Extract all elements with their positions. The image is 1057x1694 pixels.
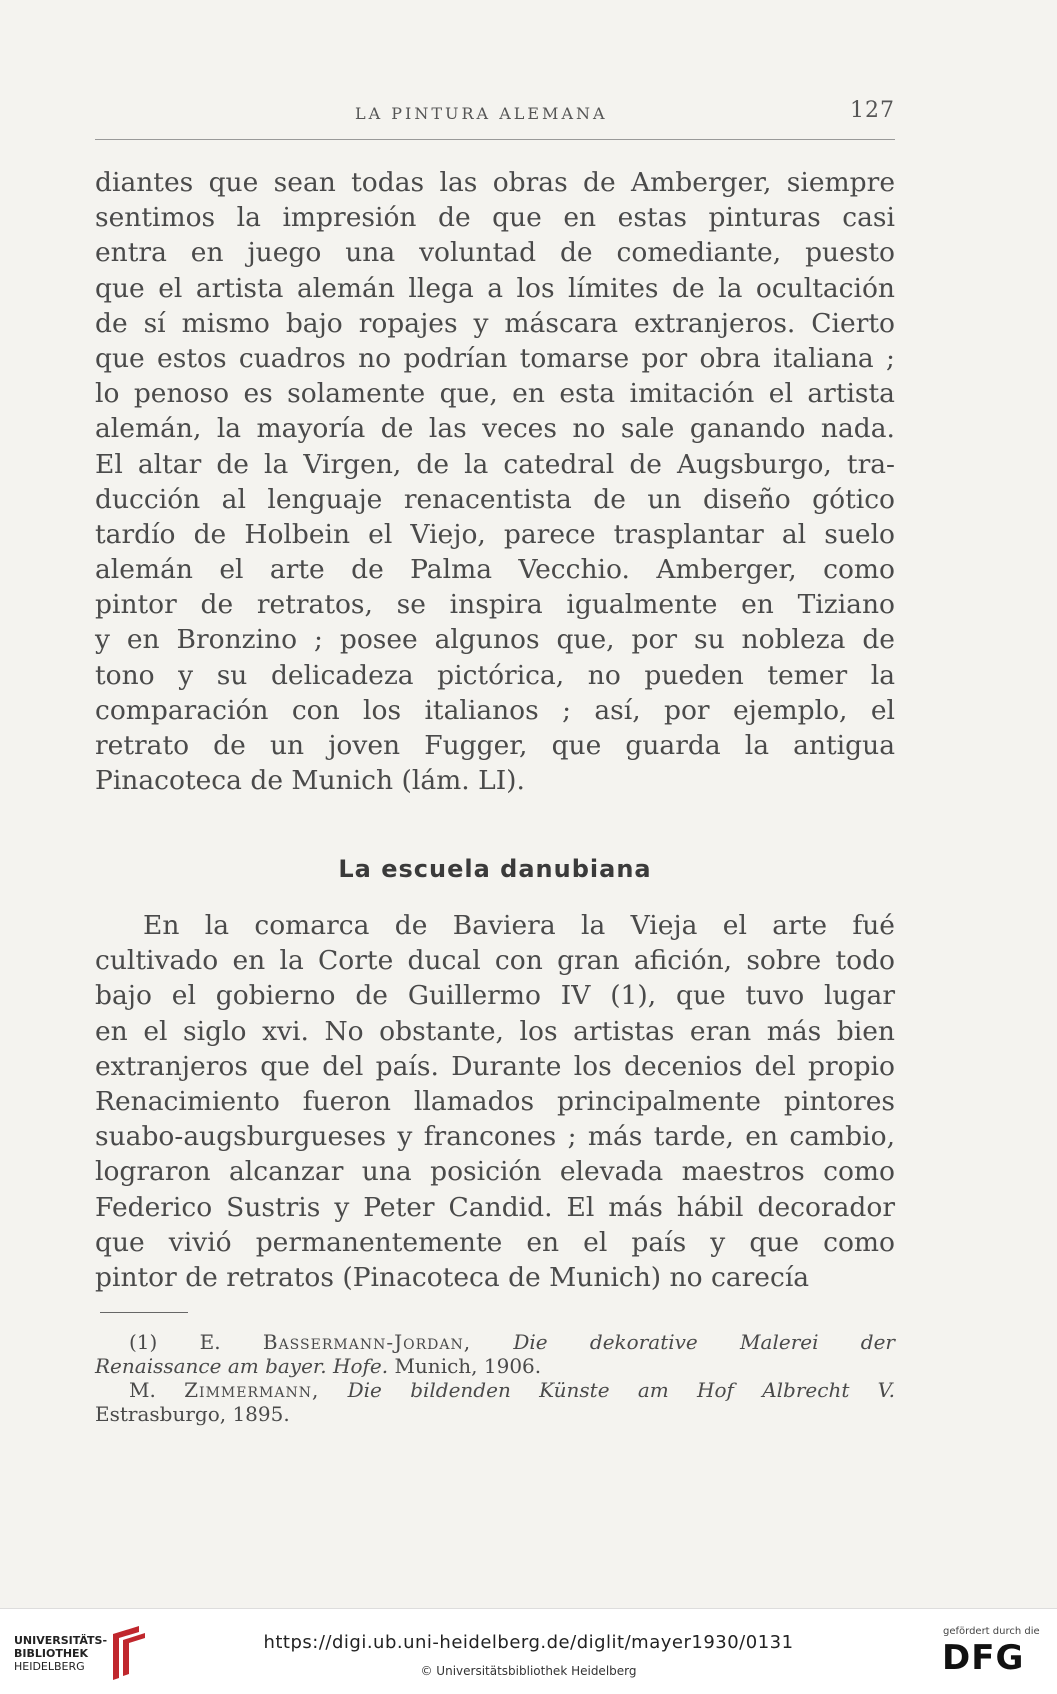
text-line: de sí mismo bajo ropajes y máscara extranjeros. Cierto xyxy=(95,307,895,339)
text-line: en el siglo xvi. No obstante, los artistas eran más bien xyxy=(95,1015,895,1047)
footnote-2-marker: M. xyxy=(129,1378,185,1402)
text-line: suabo-augsburgueses y francones ; más tarde, en cambio, xyxy=(95,1121,895,1153)
text-line: extranjeros que del país. Durante los decenios del propio xyxy=(95,1050,895,1082)
footnote-rule xyxy=(100,1312,188,1313)
text-line: pintor de retratos, se inspira igualmente en Tiziano xyxy=(95,589,895,621)
text-line: lograron alcanzar una posición elevada maestros como xyxy=(95,1156,895,1188)
library-name-1: UNIVERSITÄTS- xyxy=(14,1634,108,1647)
footnote-2-publication: Estrasburgo, 1895. xyxy=(95,1402,290,1426)
text-line: alemán el arte de Palma Vecchio. Amberger, como xyxy=(95,554,895,586)
header-rule xyxy=(95,139,895,140)
permalink-url[interactable]: https://digi.ub.uni-heidelberg.de/diglit/mayer1930/0131 xyxy=(263,1632,794,1653)
text-line: lo penoso es solamente que, en esta imitación el artista xyxy=(95,378,895,410)
footnote-1-line-2 xyxy=(95,1354,895,1378)
library-name-3: HEIDELBERG xyxy=(14,1660,85,1673)
text-line: sentimos la impresión de que en estas pinturas casi xyxy=(95,202,895,234)
footnote-1-author: Bassermann-Jordan, xyxy=(262,1330,472,1354)
text-line: tono y su delicadeza pictórica, no pueden temer la xyxy=(95,659,895,691)
footnote-1-marker: (1) E. xyxy=(129,1330,263,1354)
text-line: Pinacoteca de Munich (lám. LI). xyxy=(95,765,525,797)
footnote-1-publication: Munich, 1906. xyxy=(388,1354,542,1378)
running-head xyxy=(95,100,895,130)
footnote-1-line-1 xyxy=(95,1330,895,1354)
text-line: comparación con los italianos ; así, por ejemplo, el xyxy=(95,694,895,726)
library-name-2: BIBLIOTHEK xyxy=(14,1647,89,1660)
paragraph-1 xyxy=(95,165,895,798)
footnote-2-title: Die bildenden Künste am Hof Albrecht V. xyxy=(319,1378,895,1402)
page-number: 127 xyxy=(850,98,895,123)
text-line: Federico Sustris y Peter Candid. El más hábil decorador xyxy=(95,1191,895,1223)
footnote-2-line-1 xyxy=(95,1378,895,1402)
section-heading: La escuela danubiana xyxy=(338,855,652,883)
text-line: En la comarca de Baviera la Vieja el arte fué xyxy=(143,910,895,941)
text-line: que el artista alemán llega a los límites de la ocultación xyxy=(95,272,895,304)
text-line: alemán, la mayoría de las veces no sale ganando nada. xyxy=(95,413,895,445)
text-line: diantes que sean todas las obras de Amberger, siempre xyxy=(95,167,895,198)
text-line: ducción al lenguaje renacentista de un diseño gótico xyxy=(95,483,895,515)
text-line: que vivió permanentemente en el país y que como xyxy=(95,1226,895,1258)
text-line: que estos cuadros no podrían tomarse por obra italiana ; xyxy=(95,342,895,374)
text-line: tardío de Holbein el Viejo, parece trasplantar al suelo xyxy=(95,518,895,550)
footnote-1-title-b: Renaissance am bayer. Hofe. xyxy=(95,1354,389,1378)
text-line: retrato de un joven Fugger, que guarda la antigua xyxy=(95,730,895,761)
footnote-1-title-a: Die dekorative Malerei der xyxy=(471,1330,895,1354)
text-line: Renacimiento fueron llamados principalmente pintores xyxy=(95,1085,895,1117)
text-line: bajo el gobierno de Guillermo IV (1), que tuvo lugar xyxy=(95,980,895,1012)
footnote-2-author: Zimmermann, xyxy=(184,1378,320,1402)
text-line: y en Bronzino ; posee algunos que, por su nobleza de xyxy=(95,624,895,656)
paragraph-2 xyxy=(95,908,895,1295)
dfg-logo: DFG xyxy=(942,1638,1025,1678)
running-title: LA PINTURA ALEMANA xyxy=(355,104,608,123)
text-line: pintor de retratos (Pinacoteca de Munich) no carecía xyxy=(95,1261,810,1293)
copyright-notice: © Universitätsbibliothek Heidelberg xyxy=(420,1664,637,1678)
text-line: El altar de la Virgen, de la catedral de Augsburgo, tra- xyxy=(95,448,895,480)
text-line: cultivado en la Corte ducal con gran afición, sobre todo xyxy=(95,945,895,977)
footnotes xyxy=(95,1330,895,1426)
funded-by-label: gefördert durch die xyxy=(943,1626,1040,1637)
text-line: entra en juego una voluntad de comediante, puesto xyxy=(95,237,895,269)
